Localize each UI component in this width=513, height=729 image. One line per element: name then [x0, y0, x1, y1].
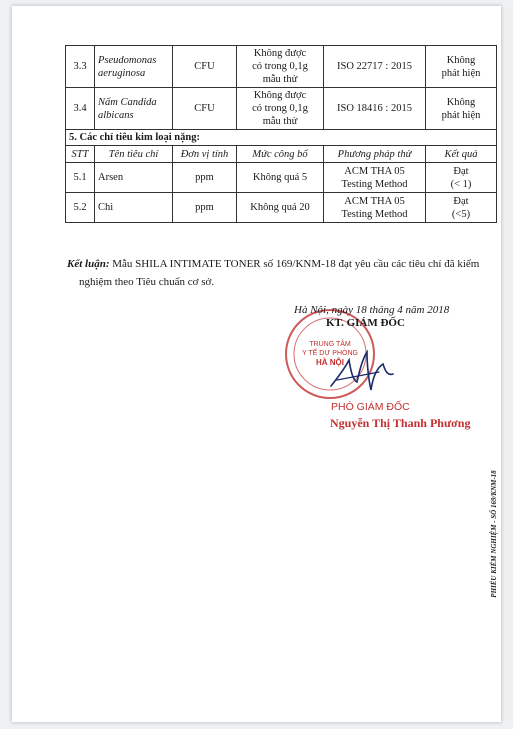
header-result: Kết quả	[426, 146, 497, 163]
method-cell: ACM THA 05 Testing Method	[324, 163, 426, 193]
table-row	[66, 88, 497, 130]
section-heading: 5. Các chỉ tiêu kim loại nặng:	[66, 130, 497, 146]
conclusion-text: Mẫu SHILA INTIMATE TONER số 169/KNM-18 đạt yêu cầu các tiêu chí đã kiểm	[109, 258, 480, 270]
limit-cell: Không được có trong 0,1g mẫu thử	[237, 88, 324, 130]
unit-cell: ppm	[173, 163, 237, 193]
stt-cell: 3.4	[66, 88, 95, 130]
header-unit: Đơn vị tính	[173, 146, 237, 163]
limit-cell: Không quá 20	[237, 193, 324, 223]
signer-name: Nguyễn Thị Thanh Phương	[330, 416, 471, 430]
table-header-row	[66, 146, 497, 163]
unit-cell: ppm	[173, 193, 237, 223]
header-method: Phương pháp thử	[324, 146, 426, 163]
header-name: Tên tiêu chí	[95, 146, 173, 163]
stamp-line-2: Y TẾ DỰ PHÒNG	[302, 350, 358, 357]
header-limit: Mức công bố	[237, 146, 324, 163]
section-heading-row	[66, 130, 497, 146]
conclusion-label: Kết luận:	[67, 258, 110, 270]
conclusion-paragraph	[67, 255, 497, 291]
table-row	[66, 163, 497, 193]
result-cell: Không phát hiện	[426, 88, 497, 130]
unit-cell: CFU	[173, 88, 237, 130]
test-results-table	[65, 45, 497, 223]
unit-cell: CFU	[173, 46, 237, 88]
table-row	[66, 193, 497, 223]
criterion-cell: Pseudomonas aeruginosa	[95, 46, 173, 88]
criterion-cell: Arsen	[95, 163, 173, 193]
stt-cell: 5.1	[66, 163, 95, 193]
document-page	[12, 6, 501, 722]
criterion-cell: Nấm Candida albicans	[95, 88, 173, 130]
limit-cell: Không quá 5	[237, 163, 324, 193]
method-cell: ACM THA 05 Testing Method	[324, 193, 426, 223]
director-title: KT. GIÁM ĐỐC	[326, 317, 405, 329]
stt-cell: 3.3	[66, 46, 95, 88]
stamp-line-1: TRUNG TÂM	[309, 341, 351, 348]
method-cell: ISO 22717 : 2015	[324, 46, 426, 88]
conclusion-text-continued: nghiệm theo Tiêu chuẩn cơ sở.	[79, 276, 215, 288]
signing-date: Hà Nội, ngày 18 tháng 4 năm 2018	[294, 304, 450, 316]
criterion-cell: Chì	[95, 193, 173, 223]
result-cell: Không phát hiện	[426, 46, 497, 88]
report-number-sidenote: PHIẾU KIỂM NGHIỆM - SỐ 169/KNM-18	[490, 470, 498, 598]
result-cell: Đạt (<5)	[426, 193, 497, 223]
deputy-director-title: PHÓ GIÁM ĐỐC	[331, 401, 410, 413]
stt-cell: 5.2	[66, 193, 95, 223]
method-cell: ISO 18416 : 2015	[324, 88, 426, 130]
header-stt: STT	[66, 146, 95, 163]
table-row	[66, 46, 497, 88]
result-cell: Đạt (< 1)	[426, 163, 497, 193]
stamp-line-3: HÀ NỘI	[316, 358, 344, 367]
handwritten-signature	[327, 346, 397, 396]
limit-cell: Không được có trong 0,1g mẫu thử	[237, 46, 324, 88]
